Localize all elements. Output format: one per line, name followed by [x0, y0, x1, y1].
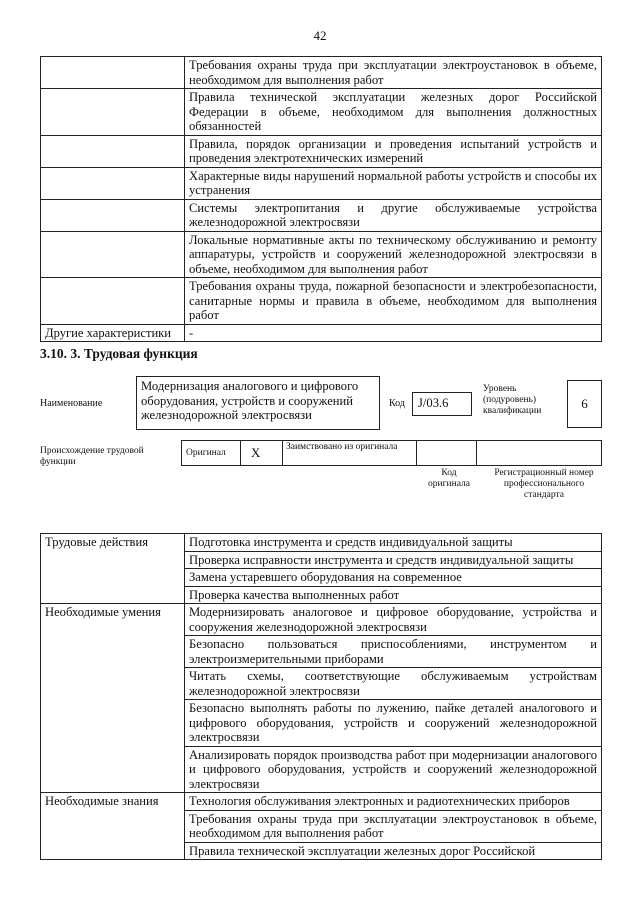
group-item: Подготовка инструмента и средств индивидуальной защиты	[185, 534, 602, 552]
table-row	[41, 89, 602, 136]
row-label	[41, 89, 185, 136]
code-caption: Код оригинала	[428, 468, 470, 489]
group-item: Правила технической эксплуатации железных дорог Российской	[185, 842, 602, 860]
table-row	[41, 57, 602, 89]
group-item: Замена устаревшего оборудования на современное	[185, 569, 602, 587]
group-item: Безопасно пользоваться приспособлениями, инструментом и электроизмерительными приборами	[185, 636, 602, 668]
original-label: Оригинал	[186, 448, 226, 458]
table-row	[41, 278, 602, 325]
group-label: Трудовые действия	[41, 534, 185, 604]
group-item: Анализировать порядок производства работ при модернизации аналогового и цифрового оборудования, устройств и сооружений железнодорожной электросвязи	[185, 746, 602, 793]
code-label: Код	[389, 398, 405, 409]
group-item: Проверка качества выполненных работ	[185, 586, 602, 604]
row-text: -	[185, 324, 602, 342]
table-row	[41, 534, 602, 552]
row-label	[41, 199, 185, 231]
original-mark: X	[251, 445, 261, 460]
row-label	[41, 57, 185, 89]
group-item: Технология обслуживания электронных и радиотехнических приборов	[185, 793, 602, 811]
row-text: Требования охраны труда при эксплуатации электроустановок в объеме, необходимом для выполнения работ	[185, 57, 602, 89]
borrowed-label: Заимствовано из оригинала	[286, 442, 398, 452]
row-text: Правила технической эксплуатации железных дорог Российской Федерации в объеме, необходимом для выполнения должностных обязанностей	[185, 89, 602, 136]
group-label: Необходимые умения	[41, 604, 185, 793]
group-item: Безопасно выполнять работы по лужению, пайке деталей аналогового и цифрового оборудования, устройств и сооружений железнодорожной электросвязи	[185, 700, 602, 747]
knowledge-table-continued	[40, 56, 602, 342]
row-label: Другие характеристики	[41, 324, 185, 342]
row-label	[41, 167, 185, 199]
level-value: 6	[567, 380, 602, 428]
row-label	[41, 135, 185, 167]
row-label	[41, 278, 185, 325]
table-row	[41, 135, 602, 167]
table-row	[41, 324, 602, 342]
row-label	[41, 231, 185, 278]
row-text: Правила, порядок организации и проведения испытаний устройств и проведения электротехнических измерений	[185, 135, 602, 167]
table-row	[41, 167, 602, 199]
row-text: Системы электропитания и другие обслуживаемые устройства железнодорожной электросвязи	[185, 199, 602, 231]
table-row	[41, 604, 602, 636]
page-number: 42	[313, 28, 327, 43]
group-item: Модернизировать аналоговое и цифровое оборудование, устройства и сооружения железнодорожной электросвязи	[185, 604, 602, 636]
origin-label: Происхождение трудовой функции	[40, 446, 144, 467]
table-row	[41, 231, 602, 278]
group-item: Требования охраны труда при эксплуатации электроустановок в объеме, необходимом для выполнения работ	[185, 810, 602, 842]
group-label: Необходимые знания	[41, 793, 185, 860]
name-label: Наименование	[40, 398, 103, 409]
level-label: Уровень (подуровень) квалификации	[483, 384, 542, 416]
code-value: J/03.6	[412, 392, 472, 416]
row-text: Локальные нормативные акты по техническому обслуживанию и ремонту аппаратуры, устройств и сооружений железнодорожной электросвязи в объеме, необходимом для выполнения работ	[185, 231, 602, 278]
group-item: Проверка исправности инструмента и средств индивидуальной защиты	[185, 551, 602, 569]
row-text: Требования охраны труда, пожарной безопасности и электробезопасности, санитарные нормы и правила в объеме, необходимом для выполнения работ	[185, 278, 602, 325]
table-row	[41, 199, 602, 231]
section-title: 3.10. 3. Трудовая функция	[40, 346, 198, 361]
group-item: Читать схемы, соответствующие обслуживаемым устройствам железнодорожной электросвязи	[185, 668, 602, 700]
function-name: Модернизация аналогового и цифрового оборудования, устройств и сооружений железнодорожной электросвязи	[136, 376, 380, 430]
table-row	[41, 793, 602, 811]
row-text: Характерные виды нарушений нормальной работы устройств и способы их устранения	[185, 167, 602, 199]
reg-caption: Регистрационный номер профессионального стандарта	[494, 468, 594, 500]
labor-function-table	[40, 533, 602, 860]
